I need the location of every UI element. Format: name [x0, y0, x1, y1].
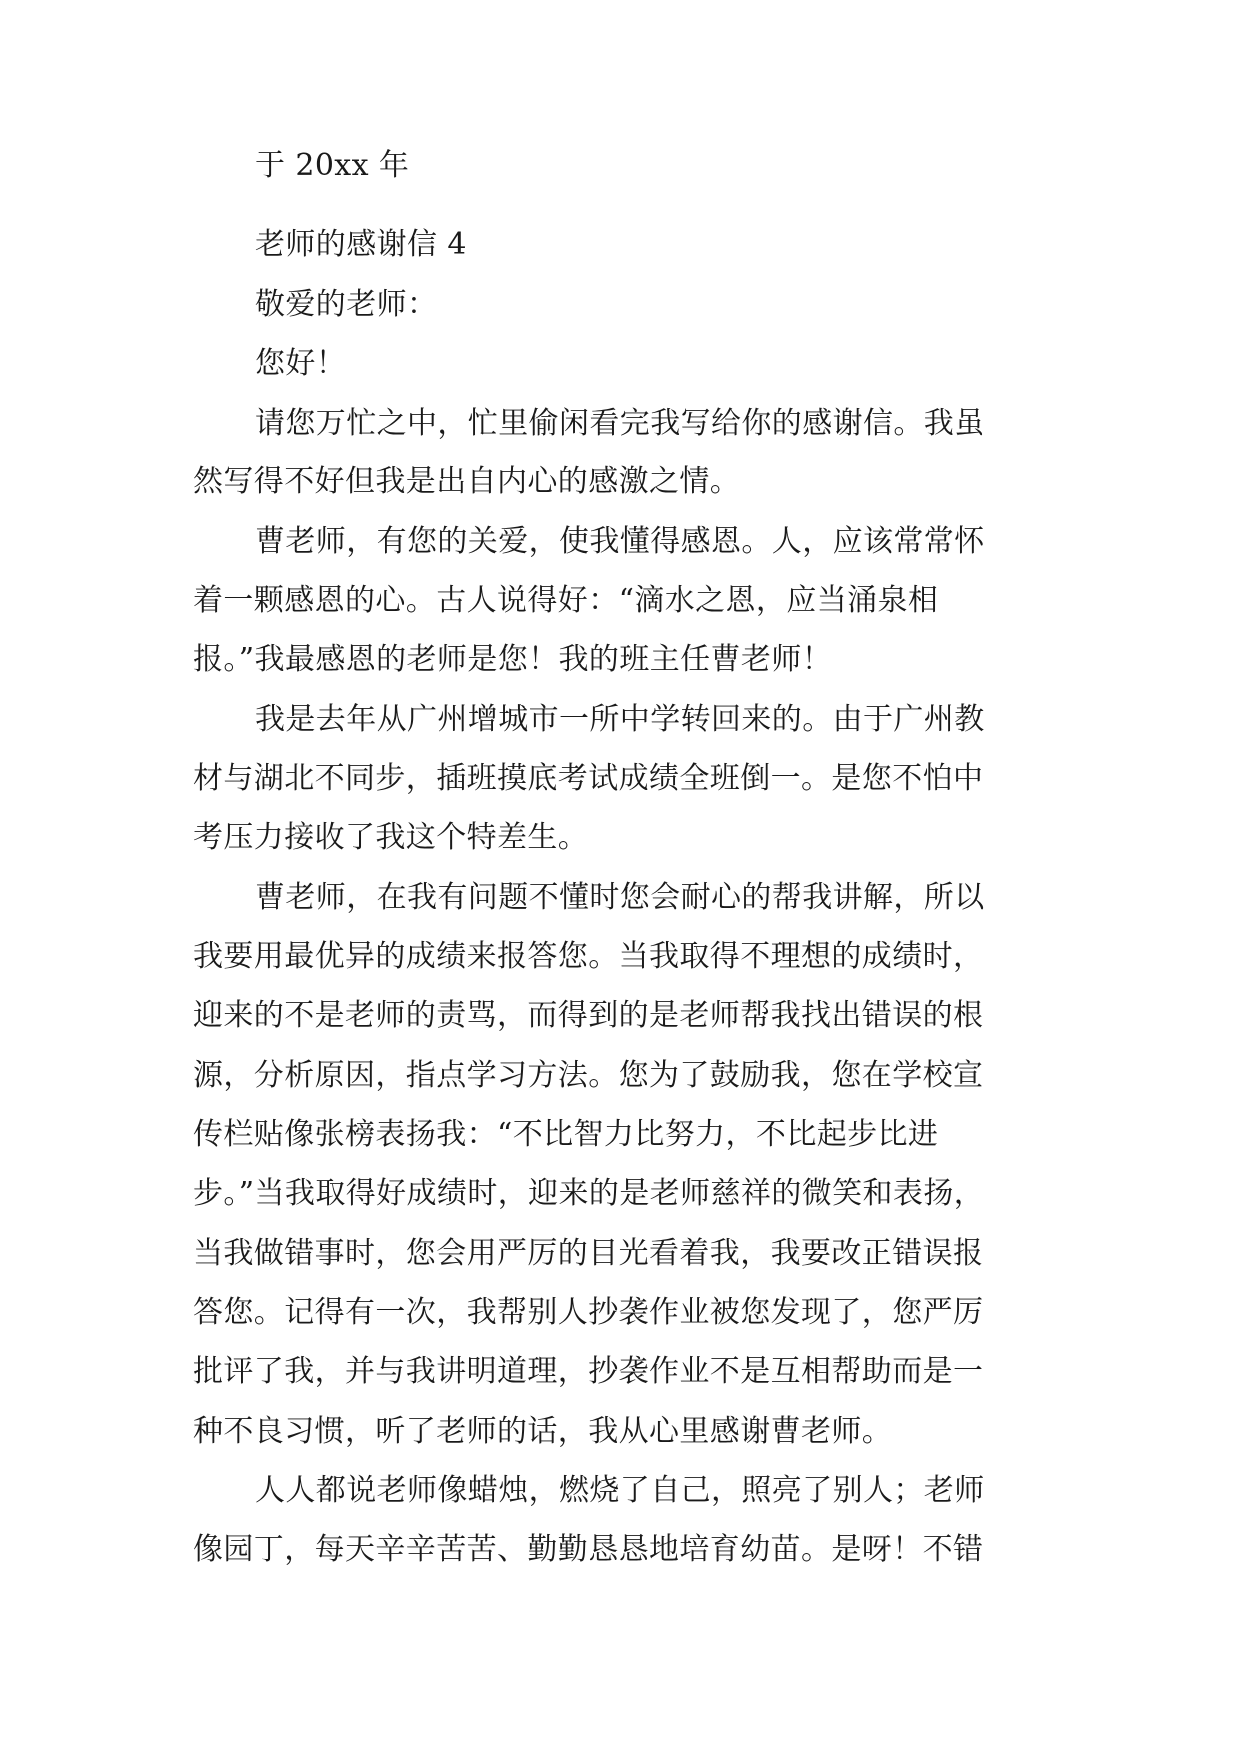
text-line: 像园丁，每天辛辛苦苦、勤勤恳恳地培育幼苗。是呀！不错: [193, 1532, 984, 1567]
text-line: 材与湖北不同步，插班摸底考试成绩全班倒一。是您不怕中: [193, 761, 984, 796]
text-line: 人人都说老师像蜡烛，燃烧了自己，照亮了别人；老师: [255, 1473, 985, 1508]
text-line: 于 20xx 年: [255, 148, 410, 183]
text-line: 批评了我，并与我讲明道理，抄袭作业不是互相帮助而是一: [193, 1354, 984, 1389]
text-line: 答您。记得有一次，我帮别人抄袭作业被您发现了，您严厉: [193, 1295, 984, 1330]
text-line: 源，分析原因，指点学习方法。您为了鼓励我，您在学校宣: [193, 1058, 984, 1093]
text-line: 请您万忙之中，忙里偷闲看完我写给你的感谢信。我虽: [255, 406, 985, 441]
text-line: 我要用最优异的成绩来报答您。当我取得不理想的成绩时，: [193, 939, 984, 974]
text-line: 迎来的不是老师的责骂，而得到的是老师帮我找出错误的根: [193, 998, 984, 1033]
text-line: 您好！: [255, 346, 347, 381]
text-line: 曹老师，在我有问题不懂时您会耐心的帮我讲解，所以: [255, 880, 985, 915]
text-line: 考压力接收了我这个特差生。: [193, 820, 589, 855]
text-line: 老师的感谢信 4: [255, 227, 467, 262]
text-line: 步。”当我取得好成绩时，迎来的是老师慈祥的微笑和表扬，: [193, 1176, 985, 1211]
text-line: 敬爱的老师：: [255, 287, 438, 322]
text-line: 曹老师，有您的关爱，使我懂得感恩。人，应该常常怀: [255, 524, 985, 559]
text-line: 种不良习惯，听了老师的话，我从心里感谢曹老师。: [193, 1414, 893, 1449]
text-line: 着一颗感恩的心。古人说得好：“滴水之恩，应当涌泉相: [193, 583, 939, 618]
text-line: 我是去年从广州增城市一所中学转回来的。由于广州教: [255, 702, 985, 737]
text-line: 报。”我最感恩的老师是您！我的班主任曹老师！: [193, 642, 833, 677]
text-line: 然写得不好但我是出自内心的感激之情。: [193, 464, 741, 499]
text-line: 当我做错事时，您会用严厉的目光看着我，我要改正错误报: [193, 1236, 984, 1271]
text-line: 传栏贴像张榜表扬我：“不比智力比努力，不比起步比进: [193, 1117, 939, 1152]
